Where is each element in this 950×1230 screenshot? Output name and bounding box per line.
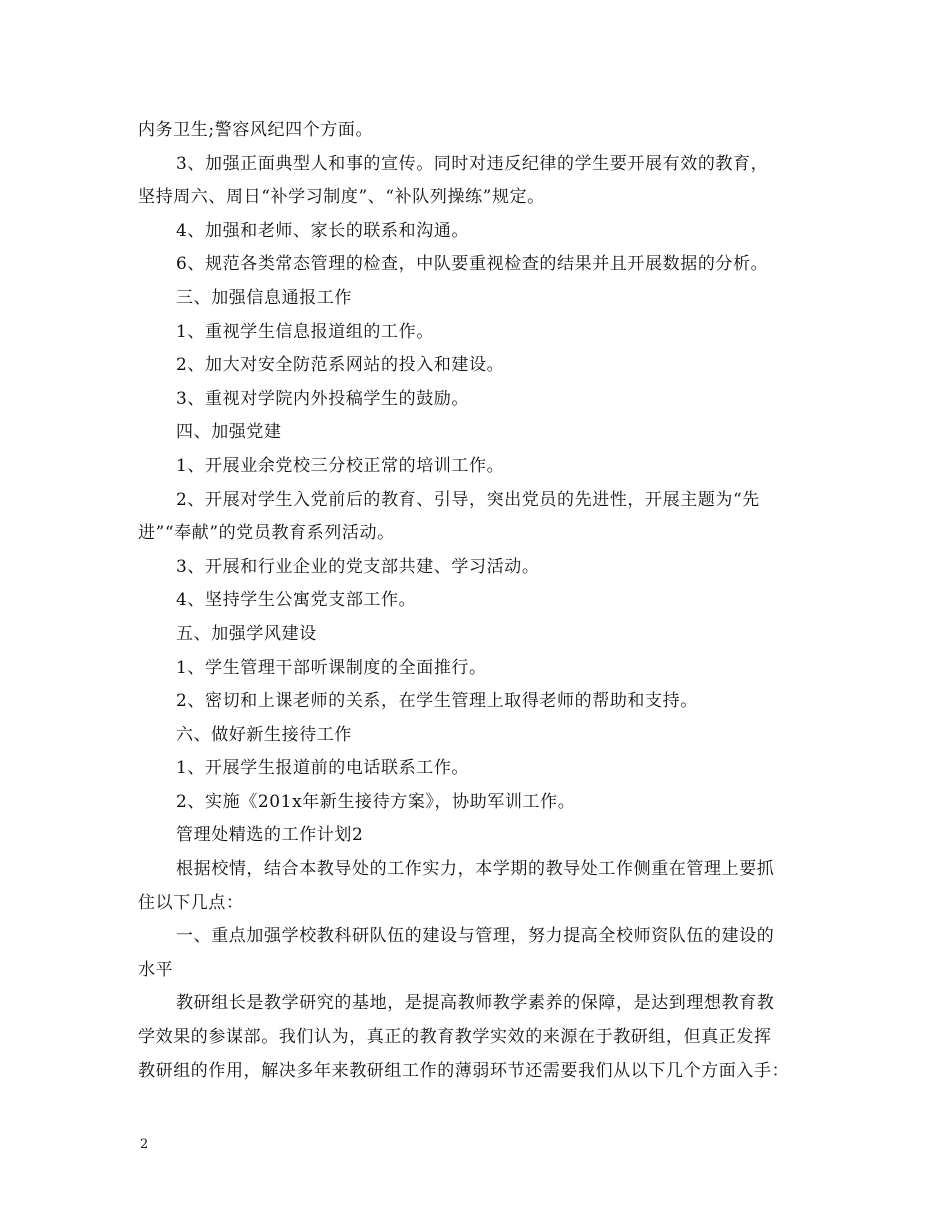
- document-title: 管理处精选的工作计划2: [176, 825, 364, 846]
- text-line: 3、开展和行业企业的党支部共建、学习活动。: [176, 556, 540, 577]
- section-heading: 一、重点加强学校教科研队伍的建设与管理，努力提高全校师资队伍的建设的: [176, 926, 775, 947]
- text-line: 3、加强正面典型人和事的宣传。同时对违反纪律的学生要开展有效的教育，: [176, 153, 769, 174]
- section-heading: 三、加强信息通报工作: [176, 287, 352, 308]
- section-heading: 四、加强党建: [176, 422, 282, 443]
- text-line: 2、加大对安全防范系网站的投入和建设。: [176, 355, 505, 376]
- text-line: 1、开展学生报道前的电话联系工作。: [176, 758, 470, 779]
- page-number: 2: [140, 1137, 149, 1152]
- section-heading: 五、加强学风建设: [176, 623, 317, 644]
- text-line: 1、重视学生信息报道组的工作。: [176, 321, 434, 342]
- body-text: [138, 114, 828, 1088]
- text-line: 住以下几点：: [138, 892, 244, 913]
- text-line: 根据校情，结合本教导处的工作实力，本学期的教导处工作侧重在管理上要抓: [176, 859, 775, 880]
- text-line: 教研组的作用，解决多年来教研组工作的薄弱环节还需要我们从以下几个方面入手：: [138, 1060, 790, 1081]
- text-line: 4、坚持学生公寓党支部工作。: [176, 590, 417, 611]
- text-line: 进”“奉献”的党员教育系列活动。: [138, 523, 395, 544]
- text-line: 3、重视对学院内外投稿学生的鼓励。: [176, 388, 470, 409]
- section-heading: 六、做好新生接待工作: [176, 724, 352, 745]
- text-line: 2、开展对学生入党前后的教育、引导，突出党员的先进性，开展主题为“先: [176, 489, 760, 510]
- text-line: 内务卫生;警容风纪四个方面。: [138, 120, 374, 140]
- text-line: 坚持周六、周日“补学习制度”、“补队列操练”规定。: [138, 187, 545, 208]
- text-line: 教研组长是教学研究的基地，是提高教师教学素养的保障，是达到理想教育教: [176, 993, 775, 1014]
- text-line: 2、密切和上课老师的关系，在学生管理上取得老师的帮助和支持。: [176, 691, 698, 712]
- text-line: 2、实施《201x年新生接待方案》，协助军训工作。: [176, 791, 576, 812]
- text-line: 4、加强和老师、家长的联系和沟通。: [176, 220, 470, 241]
- text-line: 1、开展业余党校三分校正常的培训工作。: [176, 455, 505, 476]
- text-line: 1、学生管理干部听课制度的全面推行。: [176, 657, 487, 678]
- text-line: 学效果的参谋部。我们认为，真正的教育教学实效的来源在于教研组，但真正发挥: [138, 1027, 772, 1048]
- section-heading: 水平: [138, 959, 174, 980]
- text-line: 6、规范各类常态管理的检查，中队要重视检查的结果并且开展数据的分析。: [176, 254, 769, 275]
